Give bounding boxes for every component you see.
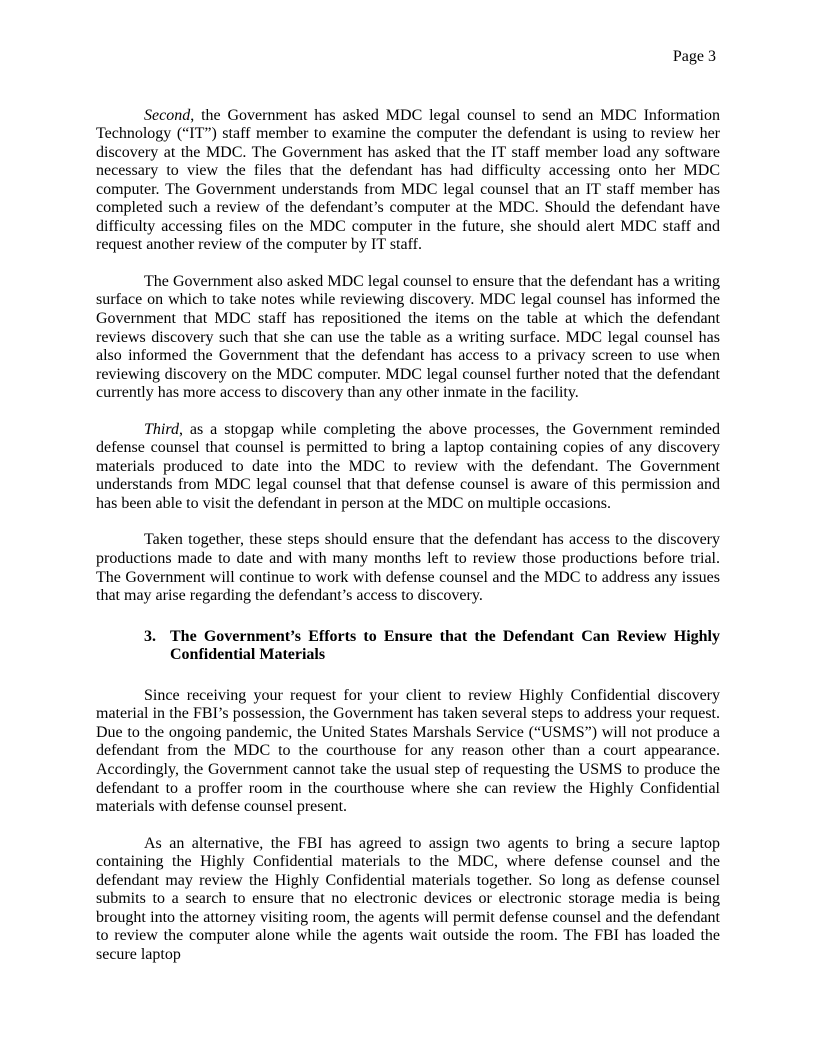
page-number: Page 3 [672,48,716,65]
paragraph-third [96,421,720,514]
section-heading [144,628,720,665]
paragraph-writing-surface: The Government also asked MDC legal counsel to ensure that the defendant has a writing surface on which to take notes while reviewing discovery. MDC legal counsel has informed the Government that MDC staff has repositioned the items on the table at which the defendant reviews discovery such that she can use the table as a writing surface. MDC legal counsel has also informed the Government that the defendant has access to a privacy screen to use when reviewing discovery on the MDC computer. MDC legal counsel further noted that the defendant currently has more access to discovery than any other inmate in the facility. [96,272,720,402]
document-body [96,107,720,965]
paragraph-second [96,107,720,255]
paragraph-text: , as a stopgap while completing the above processes, the Government reminded defense counsel that counsel is permitted to bring a laptop containing copies of any discovery materials produced to date into the MDC to review with the defendant. The Government understands from MDC legal counsel that that defense counsel is aware of this permission and has been able to visit the defendant in person at the MDC on multiple occasions. [96,420,720,512]
paragraph-alternative: As an alternative, the FBI has agreed to assign two agents to bring a secure laptop containing the Highly Confidential materials to the MDC, where defense counsel and the defendant may review the Highly Confidential materials together. So long as defense counsel submits to a search to ensure that no electronic devices or electronic storage media is being brought into the attorney visiting room, the agents will permit defense counsel and the defendant to review the computer alone while the agents wait outside the room. The FBI has loaded the secure laptop [96,834,720,963]
paragraph-lead-italic: Second [144,106,191,124]
paragraph-taken-together: Taken together, these steps should ensure that the defendant has access to the discovery productions made to date and with many months left to review those productions before trial. The Government will continue to work with defense counsel and the MDC to address any issues that may arise regarding the defendant’s access to discovery. [96,531,720,605]
section-heading-title: The Government’s Efforts to Ensure that the Defendant Can Review Highly Confidential Materials [170,627,720,664]
paragraph-since-receiving: Since receiving your request for your client to review Highly Confidential discovery material in the FBI’s possession, the Government has taken several steps to address your request. Due to the ongoing pandemic, the United States Marshals Service (“USMS”) will not produce a defendant from the MDC to the courthouse for any reason other than a court appearance. Accordingly, the Government cannot take the usual step of requesting the USMS to produce the defendant to a proffer room in the courthouse where she can review the Highly Confidential materials with defense counsel present. [96,686,720,816]
paragraph-lead-italic: Third [144,420,179,438]
paragraph-text: , the Government has asked MDC legal counsel to send an MDC Information Technology (“IT”) staff member to examine the computer the defendant is using to review her discovery at the MDC. The Government has asked that the IT staff member load any software necessary to view the files that the defendant has had difficulty accessing onto her MDC computer. The Government understands from MDC legal counsel that an IT staff member has completed such a review of the defendant’s computer at the MDC. Should the defendant have difficulty accessing files on the MDC computer in the future, she should alert MDC staff and request another review of the computer by IT staff. [96,106,720,254]
section-heading-number: 3. [144,627,156,645]
